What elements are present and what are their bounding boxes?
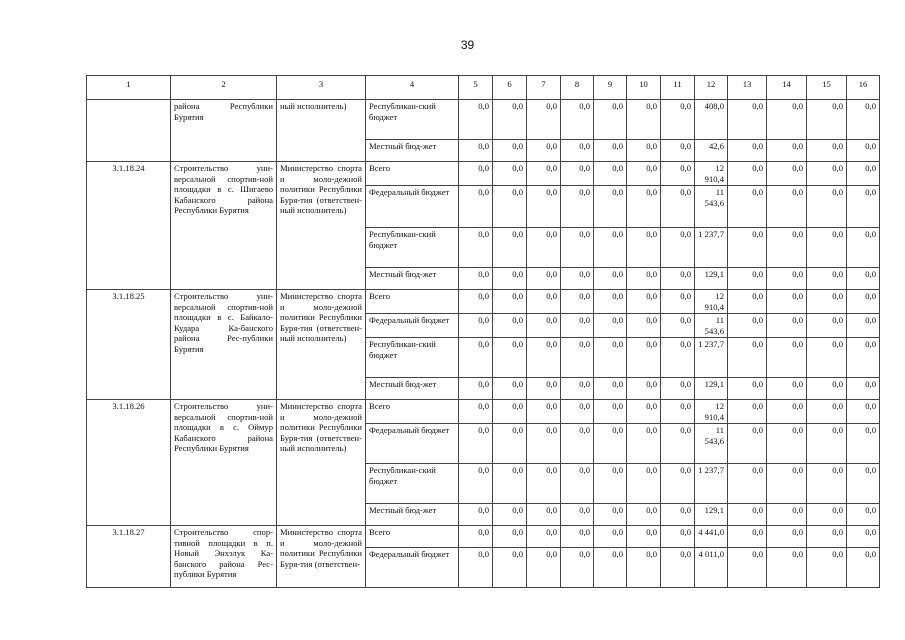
budget-table <box>86 75 880 588</box>
budget-value: 4 441,0 <box>695 526 728 548</box>
budget-source: Республикан-ский бюджет <box>366 100 459 140</box>
item-name: Строительство уни-версальной спортив-ной площадки в с. Оймур Кабанского района Республики Бурятия <box>171 400 277 526</box>
budget-value: 0,0 <box>728 338 767 378</box>
budget-value: 0,0 <box>594 338 627 378</box>
budget-value: 0,0 <box>728 162 767 186</box>
budget-value: 0,0 <box>847 162 880 186</box>
budget-value: 0,0 <box>527 338 561 378</box>
budget-value: 0,0 <box>661 290 695 314</box>
budget-source: Республикан-ский бюджет <box>366 464 459 504</box>
budget-value: 0,0 <box>493 464 527 504</box>
column-header: 7 <box>527 76 561 100</box>
budget-value: 0,0 <box>459 378 493 400</box>
budget-value: 0,0 <box>594 548 627 588</box>
budget-value: 0,0 <box>594 378 627 400</box>
budget-value: 0,0 <box>493 100 527 140</box>
budget-value: 0,0 <box>661 400 695 424</box>
budget-value: 12 910,4 <box>695 162 728 186</box>
budget-value: 0,0 <box>459 464 493 504</box>
budget-value: 0,0 <box>459 186 493 228</box>
budget-value: 0,0 <box>459 400 493 424</box>
page-number: 39 <box>460 38 475 52</box>
budget-value: 0,0 <box>561 338 594 378</box>
budget-value: 0,0 <box>493 526 527 548</box>
budget-value: 0,0 <box>728 504 767 526</box>
column-header: 2 <box>171 76 277 100</box>
budget-value: 0,0 <box>561 186 594 228</box>
budget-value: 0,0 <box>661 338 695 378</box>
column-header: 13 <box>728 76 767 100</box>
budget-value: 0,0 <box>594 186 627 228</box>
budget-value: 0,0 <box>493 268 527 290</box>
column-header: 9 <box>594 76 627 100</box>
budget-value: 0,0 <box>767 400 807 424</box>
budget-value: 11 543,6 <box>695 424 728 464</box>
budget-value: 0,0 <box>807 140 847 162</box>
budget-source: Всего <box>366 162 459 186</box>
budget-value: 0,0 <box>561 526 594 548</box>
budget-value: 0,0 <box>627 228 661 268</box>
budget-value: 0,0 <box>728 378 767 400</box>
budget-value: 0,0 <box>459 548 493 588</box>
budget-value: 0,0 <box>767 314 807 338</box>
budget-value: 0,0 <box>527 314 561 338</box>
column-header: 8 <box>561 76 594 100</box>
item-name: района Республики Бурятия <box>171 100 277 162</box>
budget-value: 0,0 <box>627 314 661 338</box>
budget-value: 0,0 <box>527 378 561 400</box>
item-name: Строительство уни-версальной спортив-ной площадки в с. Шигаево Кабанского района Республики Бурятия <box>171 162 277 290</box>
budget-value: 0,0 <box>493 228 527 268</box>
column-header: 15 <box>807 76 847 100</box>
budget-value: 0,0 <box>767 290 807 314</box>
budget-value: 0,0 <box>847 100 880 140</box>
budget-value: 0,0 <box>561 100 594 140</box>
table-row <box>87 162 880 186</box>
budget-value: 0,0 <box>847 548 880 588</box>
budget-value: 0,0 <box>661 268 695 290</box>
budget-value: 0,0 <box>728 140 767 162</box>
budget-value: 0,0 <box>459 314 493 338</box>
budget-value: 0,0 <box>527 228 561 268</box>
column-header: 11 <box>661 76 695 100</box>
budget-value: 0,0 <box>627 400 661 424</box>
budget-value: 0,0 <box>847 228 880 268</box>
budget-value: 0,0 <box>847 338 880 378</box>
item-name: Строительство спор-тивной площадки в п. Новый Энхэлук Ка-банского района Рес-публики Бурятия <box>171 526 277 588</box>
budget-value: 0,0 <box>627 186 661 228</box>
budget-value: 129,1 <box>695 504 728 526</box>
budget-value: 0,0 <box>527 526 561 548</box>
budget-value: 0,0 <box>847 504 880 526</box>
budget-value: 1 237,7 <box>695 464 728 504</box>
budget-value: 0,0 <box>493 140 527 162</box>
item-executor: Министерство спорта и моло-дежной политики Республики Буря-тия (ответствен- <box>277 526 366 588</box>
budget-value: 0,0 <box>594 162 627 186</box>
budget-source: Всего <box>366 290 459 314</box>
item-executor: Министерство спорта и моло-дежной политики Республики Буря-тия (ответствен-ный исполнитель) <box>277 400 366 526</box>
budget-value: 0,0 <box>767 162 807 186</box>
budget-value: 0,0 <box>493 378 527 400</box>
column-header: 12 <box>695 76 728 100</box>
budget-value: 1 237,7 <box>695 338 728 378</box>
budget-value: 0,0 <box>728 268 767 290</box>
budget-value: 0,0 <box>627 140 661 162</box>
budget-value: 0,0 <box>847 424 880 464</box>
budget-value: 0,0 <box>527 290 561 314</box>
budget-value: 0,0 <box>807 290 847 314</box>
budget-source: Республикан-ский бюджет <box>366 228 459 268</box>
budget-value: 0,0 <box>847 290 880 314</box>
budget-value: 0,0 <box>661 162 695 186</box>
budget-value: 0,0 <box>459 268 493 290</box>
budget-value: 0,0 <box>661 228 695 268</box>
budget-value: 0,0 <box>767 100 807 140</box>
budget-value: 0,0 <box>847 268 880 290</box>
budget-source: Федеральный бюджет <box>366 314 459 338</box>
budget-value: 0,0 <box>807 548 847 588</box>
budget-value: 0,0 <box>767 186 807 228</box>
budget-value: 0,0 <box>459 140 493 162</box>
budget-value: 0,0 <box>807 100 847 140</box>
table-row <box>87 400 880 424</box>
budget-value: 0,0 <box>847 140 880 162</box>
budget-value: 0,0 <box>561 400 594 424</box>
budget-value: 129,1 <box>695 378 728 400</box>
budget-value: 408,0 <box>695 100 728 140</box>
budget-value: 0,0 <box>627 290 661 314</box>
column-header: 16 <box>847 76 880 100</box>
budget-source: Местный бюд-жет <box>366 268 459 290</box>
budget-value: 0,0 <box>627 162 661 186</box>
budget-value: 0,0 <box>627 464 661 504</box>
budget-value: 0,0 <box>807 526 847 548</box>
budget-value: 0,0 <box>561 162 594 186</box>
budget-value: 0,0 <box>561 548 594 588</box>
budget-value: 0,0 <box>594 140 627 162</box>
budget-value: 0,0 <box>661 424 695 464</box>
budget-value: 0,0 <box>594 268 627 290</box>
budget-value: 0,0 <box>767 504 807 526</box>
budget-value: 0,0 <box>807 314 847 338</box>
budget-value: 0,0 <box>627 526 661 548</box>
budget-value: 0,0 <box>527 140 561 162</box>
budget-value: 0,0 <box>728 424 767 464</box>
budget-value: 1 237,7 <box>695 228 728 268</box>
budget-value: 0,0 <box>493 186 527 228</box>
budget-value: 0,0 <box>594 314 627 338</box>
budget-value: 11 543,6 <box>695 186 728 228</box>
budget-value: 0,0 <box>728 400 767 424</box>
budget-value: 0,0 <box>728 186 767 228</box>
budget-value: 0,0 <box>767 548 807 588</box>
budget-value: 0,0 <box>728 228 767 268</box>
table-row <box>87 290 880 314</box>
budget-value: 0,0 <box>807 400 847 424</box>
budget-value: 0,0 <box>527 400 561 424</box>
column-header: 6 <box>493 76 527 100</box>
budget-value: 0,0 <box>767 526 807 548</box>
budget-value: 0,0 <box>807 162 847 186</box>
budget-value: 0,0 <box>627 268 661 290</box>
column-header: 5 <box>459 76 493 100</box>
budget-value: 0,0 <box>627 338 661 378</box>
budget-source: Местный бюд-жет <box>366 378 459 400</box>
budget-value: 0,0 <box>807 378 847 400</box>
item-number: 3.1.18.27 <box>87 526 171 588</box>
budget-value: 0,0 <box>767 338 807 378</box>
budget-value: 42,6 <box>695 140 728 162</box>
budget-value: 0,0 <box>661 464 695 504</box>
budget-value: 0,0 <box>459 100 493 140</box>
budget-value: 0,0 <box>661 186 695 228</box>
budget-value: 0,0 <box>459 162 493 186</box>
budget-value: 0,0 <box>807 424 847 464</box>
budget-value: 129,1 <box>695 268 728 290</box>
budget-value: 0,0 <box>493 424 527 464</box>
budget-value: 0,0 <box>728 526 767 548</box>
budget-value: 0,0 <box>661 100 695 140</box>
budget-source: Всего <box>366 400 459 424</box>
budget-value: 0,0 <box>561 378 594 400</box>
budget-value: 0,0 <box>594 100 627 140</box>
budget-value: 0,0 <box>459 228 493 268</box>
budget-value: 12 910,4 <box>695 400 728 424</box>
budget-value: 0,0 <box>627 548 661 588</box>
budget-source: Местный бюд-жет <box>366 140 459 162</box>
budget-value: 0,0 <box>561 314 594 338</box>
budget-value: 0,0 <box>661 504 695 526</box>
budget-value: 0,0 <box>627 378 661 400</box>
budget-value: 0,0 <box>728 314 767 338</box>
budget-value: 0,0 <box>527 424 561 464</box>
budget-value: 0,0 <box>728 290 767 314</box>
budget-source: Федеральный бюджет <box>366 548 459 588</box>
budget-value: 0,0 <box>527 100 561 140</box>
item-executor: Министерство спорта и моло-дежной политики Республики Буря-тия (ответствен-ный исполнитель) <box>277 290 366 400</box>
budget-value: 0,0 <box>847 400 880 424</box>
budget-value: 0,0 <box>728 100 767 140</box>
budget-value: 0,0 <box>847 526 880 548</box>
budget-value: 0,0 <box>767 228 807 268</box>
budget-value: 0,0 <box>594 464 627 504</box>
budget-value: 0,0 <box>493 290 527 314</box>
budget-value: 0,0 <box>594 526 627 548</box>
budget-value: 0,0 <box>661 314 695 338</box>
item-number <box>87 100 171 162</box>
budget-value: 0,0 <box>527 548 561 588</box>
budget-value: 0,0 <box>807 268 847 290</box>
budget-value: 0,0 <box>594 400 627 424</box>
budget-value: 11 543,6 <box>695 314 728 338</box>
item-number: 3.1.18.24 <box>87 162 171 290</box>
item-number: 3.1.18.26 <box>87 400 171 526</box>
budget-value: 0,0 <box>561 504 594 526</box>
item-number: 3.1.18.25 <box>87 290 171 400</box>
budget-value: 0,0 <box>767 140 807 162</box>
column-header: 1 <box>87 76 171 100</box>
item-executor: Министерство спорта и моло-дежной политики Республики Буря-тия (ответствен-ный исполнитель) <box>277 162 366 290</box>
budget-value: 0,0 <box>527 464 561 504</box>
budget-value: 0,0 <box>661 548 695 588</box>
budget-value: 0,0 <box>847 186 880 228</box>
column-header: 10 <box>627 76 661 100</box>
budget-value: 0,0 <box>728 548 767 588</box>
budget-value: 0,0 <box>493 548 527 588</box>
budget-value: 0,0 <box>527 186 561 228</box>
budget-value: 0,0 <box>807 228 847 268</box>
budget-value: 0,0 <box>807 186 847 228</box>
budget-value: 0,0 <box>627 100 661 140</box>
budget-value: 0,0 <box>459 338 493 378</box>
budget-value: 0,0 <box>527 504 561 526</box>
budget-value: 0,0 <box>493 400 527 424</box>
table-row <box>87 526 880 548</box>
budget-value: 0,0 <box>594 290 627 314</box>
budget-value: 0,0 <box>767 378 807 400</box>
budget-value: 0,0 <box>561 464 594 504</box>
budget-value: 0,0 <box>594 228 627 268</box>
budget-value: 0,0 <box>807 504 847 526</box>
budget-value: 0,0 <box>561 228 594 268</box>
budget-value: 0,0 <box>493 338 527 378</box>
budget-value: 0,0 <box>594 424 627 464</box>
budget-value: 0,0 <box>847 314 880 338</box>
budget-source: Федеральный бюджет <box>366 424 459 464</box>
budget-value: 0,0 <box>847 378 880 400</box>
budget-source: Всего <box>366 526 459 548</box>
budget-value: 0,0 <box>459 526 493 548</box>
budget-source: Федеральный бюджет <box>366 186 459 228</box>
budget-value: 12 910,4 <box>695 290 728 314</box>
budget-value: 0,0 <box>767 424 807 464</box>
budget-value: 0,0 <box>561 424 594 464</box>
budget-source: Республикан-ский бюджет <box>366 338 459 378</box>
column-header: 4 <box>366 76 459 100</box>
budget-value: 0,0 <box>561 290 594 314</box>
budget-value: 0,0 <box>767 268 807 290</box>
budget-value: 0,0 <box>661 378 695 400</box>
budget-value: 0,0 <box>527 162 561 186</box>
budget-value: 0,0 <box>847 464 880 504</box>
budget-value: 0,0 <box>627 504 661 526</box>
budget-value: 0,0 <box>807 338 847 378</box>
budget-value: 0,0 <box>561 268 594 290</box>
budget-value: 0,0 <box>807 464 847 504</box>
budget-value: 0,0 <box>594 504 627 526</box>
column-header: 14 <box>767 76 807 100</box>
budget-value: 0,0 <box>661 526 695 548</box>
item-name: Строительство уни-версальной спортив-ной площадки в с. Байкало-Кудара Ка-банского района Рес-публики Бурятия <box>171 290 277 400</box>
budget-value: 0,0 <box>561 140 594 162</box>
budget-value: 0,0 <box>493 504 527 526</box>
item-executor: ный исполнитель) <box>277 100 366 162</box>
column-header: 3 <box>277 76 366 100</box>
table-row <box>87 100 880 140</box>
budget-value: 0,0 <box>459 290 493 314</box>
budget-source: Местный бюд-жет <box>366 504 459 526</box>
budget-value: 0,0 <box>728 464 767 504</box>
budget-value: 0,0 <box>493 162 527 186</box>
budget-value: 0,0 <box>527 268 561 290</box>
budget-value: 4 011,0 <box>695 548 728 588</box>
budget-value: 0,0 <box>767 464 807 504</box>
budget-value: 0,0 <box>459 424 493 464</box>
budget-value: 0,0 <box>627 424 661 464</box>
budget-value: 0,0 <box>661 140 695 162</box>
budget-value: 0,0 <box>459 504 493 526</box>
header-row <box>87 76 880 100</box>
budget-value: 0,0 <box>493 314 527 338</box>
